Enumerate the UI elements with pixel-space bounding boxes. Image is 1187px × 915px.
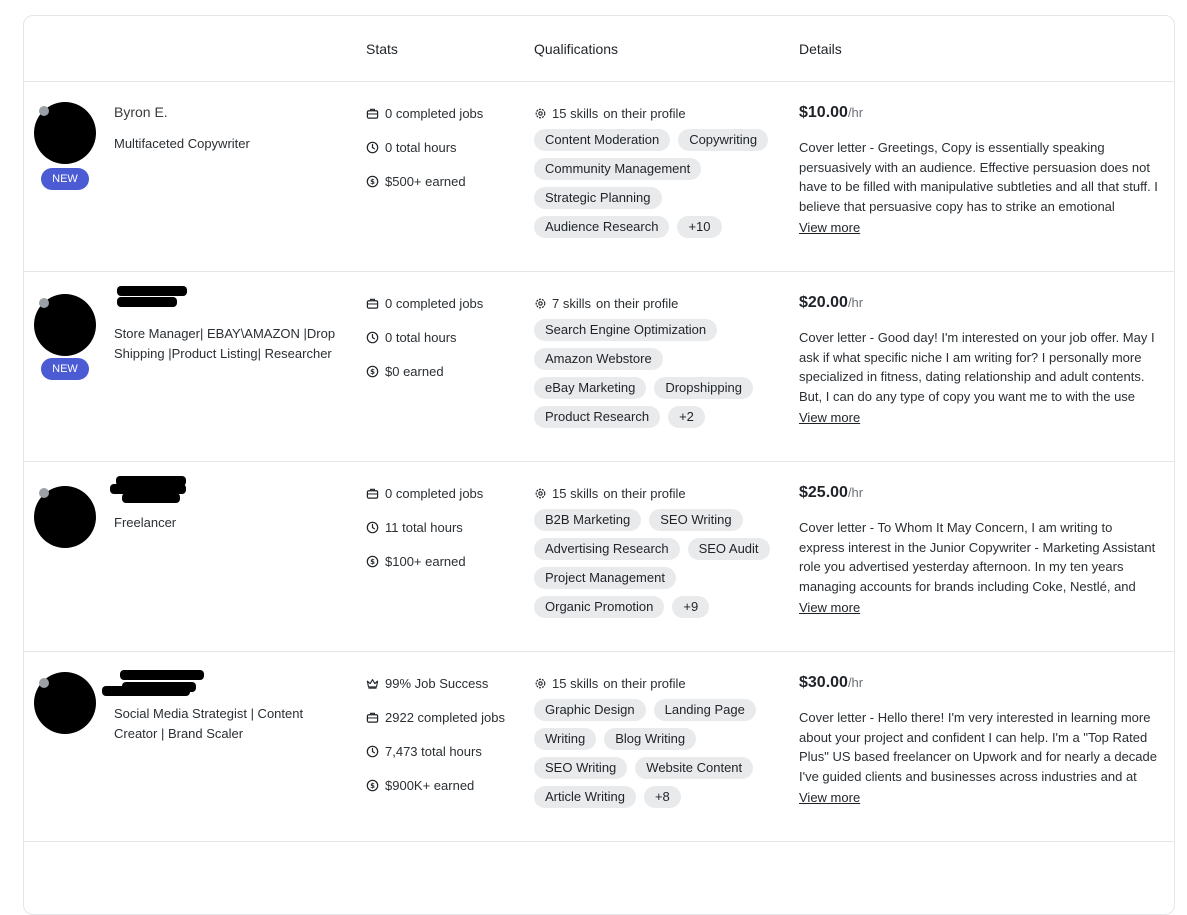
more-skills-chip[interactable]: +2 <box>668 406 705 428</box>
skill-chip-row <box>534 757 784 779</box>
skill-chip[interactable]: Organic Promotion <box>534 596 664 618</box>
view-more-link[interactable]: View more <box>799 600 861 615</box>
dollar-icon <box>366 175 379 188</box>
redaction-mark <box>120 670 204 680</box>
skill-chip[interactable]: Landing Page <box>654 699 756 721</box>
skills-summary <box>534 676 686 691</box>
clock-icon <box>366 745 379 758</box>
svg-text:$: $ <box>370 558 375 567</box>
total-hours-stat <box>366 140 457 155</box>
cover-letter: Cover letter - To Whom It May Concern, I am writing to express interest in the Junior Copywriter - Marketing Assistant role you advertised yesterday afternoon. In my ten years managing accounts for brands including Coke, Nestlé, and <box>799 520 1156 594</box>
rate-value: $30.00 <box>799 674 848 691</box>
total-earned-text: $100+ earned <box>385 554 466 569</box>
skill-chip-row <box>534 509 784 531</box>
completed-jobs-stat <box>366 296 483 311</box>
more-skills-chip[interactable]: +10 <box>677 216 721 238</box>
skill-chips <box>534 319 784 435</box>
column-details: Details <box>799 41 842 57</box>
skill-chip[interactable]: B2B Marketing <box>534 509 641 531</box>
rate-unit: /hr <box>847 485 864 500</box>
completed-jobs-text: 2922 completed jobs <box>385 710 505 725</box>
freelancer-title: Store Manager| EBAY\AMAZON |Drop Shipping |Product Listing| Researcher <box>114 326 336 361</box>
completed-jobs-stat <box>366 106 483 121</box>
freelancer-row[interactable] <box>24 462 1174 652</box>
hourly-rate <box>799 484 863 502</box>
skill-chip[interactable]: Amazon Webstore <box>534 348 663 370</box>
completed-jobs-stat <box>366 710 505 725</box>
skill-chip-row <box>534 406 784 428</box>
skill-chips <box>534 129 784 245</box>
svg-text:$: $ <box>370 178 375 187</box>
online-status-dot <box>39 488 49 498</box>
svg-text:$: $ <box>370 368 375 377</box>
skill-chip-row <box>534 728 784 750</box>
skills-count: 7 skills <box>552 296 592 311</box>
total-hours-stat <box>366 330 457 345</box>
total-earned-stat <box>366 778 474 793</box>
view-more-link[interactable]: View more <box>799 410 861 425</box>
view-more-link[interactable]: View more <box>799 220 861 235</box>
skill-chips <box>534 699 784 815</box>
gear-icon <box>534 297 547 310</box>
skills-suffix: on their profile <box>596 296 679 311</box>
freelancer-title: Multifaceted Copywriter <box>114 136 250 151</box>
freelancer-title: Social Media Strategist | Content Creator | Brand Scaler <box>114 706 304 741</box>
more-skills-chip[interactable]: +8 <box>644 786 681 808</box>
gear-icon <box>534 487 547 500</box>
skill-chip[interactable]: Blog Writing <box>604 728 696 750</box>
column-qualifications: Qualifications <box>534 41 619 57</box>
skills-summary <box>534 486 686 501</box>
dollar-icon <box>366 555 379 568</box>
skill-chip[interactable]: Audience Research <box>534 216 669 238</box>
completed-jobs-text: 0 completed jobs <box>385 296 484 311</box>
skill-chip-row <box>534 319 784 341</box>
skill-chip-row <box>534 216 784 238</box>
skills-suffix: on their profile <box>603 106 686 121</box>
skills-suffix: on their profile <box>603 486 686 501</box>
skill-chip-row <box>534 187 784 209</box>
skill-chip[interactable]: SEO Writing <box>649 509 742 531</box>
freelancer-table <box>23 15 1175 915</box>
skill-chips <box>534 509 784 625</box>
completed-jobs-text: 0 completed jobs <box>385 106 484 121</box>
skills-count: 15 skills <box>552 486 599 501</box>
completed-jobs-text: 0 completed jobs <box>385 486 484 501</box>
total-earned-stat <box>366 364 444 379</box>
hourly-rate <box>799 294 863 312</box>
hourly-rate <box>799 104 863 122</box>
skill-chip-row <box>534 538 784 560</box>
rate-unit: /hr <box>847 295 864 310</box>
skill-chip-row <box>534 129 784 151</box>
skill-chip[interactable]: SEO Audit <box>688 538 770 560</box>
rate-value: $10.00 <box>799 104 848 121</box>
skill-chip[interactable]: Graphic Design <box>534 699 646 721</box>
skills-suffix: on their profile <box>603 676 686 691</box>
cover-letter: Cover letter - Hello there! I'm very interested in learning more about your project and confident I can help. I'm a "Top Rated Plus" US based freelancer on Upwork and for nearly a decade I've guided clients and businesses across industries and at <box>799 710 1157 784</box>
total-earned-text: $0 earned <box>385 364 444 379</box>
skill-chip-row <box>534 348 784 370</box>
total-hours-text: 0 total hours <box>385 330 457 345</box>
job-success-text: 99% Job Success <box>385 676 489 691</box>
rate-value: $25.00 <box>799 484 848 501</box>
completed-jobs-stat <box>366 486 483 501</box>
freelancer-title: Freelancer <box>114 515 177 530</box>
skills-count: 15 skills <box>552 676 599 691</box>
redaction-mark <box>122 493 180 503</box>
new-badge: NEW <box>41 358 89 380</box>
total-hours-text: 11 total hours <box>385 520 463 535</box>
skill-chip[interactable]: Copywriting <box>678 129 768 151</box>
clock-icon <box>366 331 379 344</box>
freelancer-name[interactable]: Byron E. <box>114 104 168 120</box>
skill-chip[interactable]: Search Engine Optimization <box>534 319 717 341</box>
freelancer-row[interactable] <box>24 272 1174 462</box>
skill-chip-row <box>534 158 784 180</box>
crown-icon <box>366 677 379 690</box>
redaction-mark <box>117 297 177 307</box>
redaction-mark <box>102 686 190 696</box>
skill-chip[interactable]: Strategic Planning <box>534 187 662 209</box>
skill-chip-row <box>534 567 784 589</box>
skill-chip[interactable]: SEO Writing <box>534 757 627 779</box>
skill-chip[interactable]: Dropshipping <box>654 377 753 399</box>
clock-icon <box>366 141 379 154</box>
skills-summary <box>534 106 686 121</box>
online-status-dot <box>39 106 49 116</box>
skill-chip[interactable]: Writing <box>534 728 596 750</box>
skill-chip-row <box>534 699 784 721</box>
skill-chip[interactable]: Website Content <box>635 757 753 779</box>
total-hours-stat <box>366 744 482 759</box>
rate-unit: /hr <box>847 675 864 690</box>
briefcase-icon <box>366 711 379 724</box>
more-skills-chip[interactable]: +9 <box>672 596 709 618</box>
briefcase-icon <box>366 107 379 120</box>
dollar-icon <box>366 779 379 792</box>
table-header <box>24 16 1174 82</box>
skill-chip-row <box>534 786 784 808</box>
cover-letter: Cover letter - Greetings, Copy is essentially speaking persuasively with an audience. Effective persuasion does not have to be filled with manipulative subtleties and all that stuff. I believe that persuasive copy has to strike an emotional <box>799 140 1158 214</box>
gear-icon <box>534 677 547 690</box>
cover-letter: Cover letter - Good day! I'm interested on your job offer. May I ask if what specific niche I am writing for? I personally more specialized in fitness, dating relationship and adult contents. But, I can do any type of copy you want me to with the use <box>799 330 1155 404</box>
view-more-link[interactable]: View more <box>799 790 861 805</box>
column-stats: Stats <box>366 41 398 57</box>
skill-chip[interactable]: Article Writing <box>534 786 636 808</box>
skills-summary <box>534 296 678 311</box>
rate-unit: /hr <box>847 105 864 120</box>
rate-value: $20.00 <box>799 294 848 311</box>
online-status-dot <box>39 298 49 308</box>
briefcase-icon <box>366 487 379 500</box>
total-earned-stat <box>366 174 466 189</box>
hourly-rate <box>799 674 863 692</box>
total-earned-stat <box>366 554 466 569</box>
freelancer-row[interactable] <box>24 652 1174 842</box>
total-earned-text: $500+ earned <box>385 174 466 189</box>
dollar-icon <box>366 365 379 378</box>
skill-chip[interactable]: Community Management <box>534 158 701 180</box>
online-status-dot <box>39 678 49 688</box>
skill-chip[interactable]: Content Moderation <box>534 129 670 151</box>
freelancer-row[interactable] <box>24 82 1174 272</box>
skills-count: 15 skills <box>552 106 599 121</box>
skill-chip[interactable]: Product Research <box>534 406 660 428</box>
skill-chip-row <box>534 596 784 618</box>
total-hours-stat <box>366 520 463 535</box>
skill-chip[interactable]: eBay Marketing <box>534 377 646 399</box>
gear-icon <box>534 107 547 120</box>
redaction-mark <box>117 286 187 296</box>
job-success-stat <box>366 676 488 691</box>
total-hours-text: 0 total hours <box>385 140 457 155</box>
skill-chip-row <box>534 377 784 399</box>
skill-chip[interactable]: Advertising Research <box>534 538 680 560</box>
svg-text:$: $ <box>370 782 375 791</box>
total-hours-text: 7,473 total hours <box>385 744 482 759</box>
briefcase-icon <box>366 297 379 310</box>
skill-chip[interactable]: Project Management <box>534 567 676 589</box>
total-earned-text: $900K+ earned <box>385 778 475 793</box>
clock-icon <box>366 521 379 534</box>
new-badge: NEW <box>41 168 89 190</box>
